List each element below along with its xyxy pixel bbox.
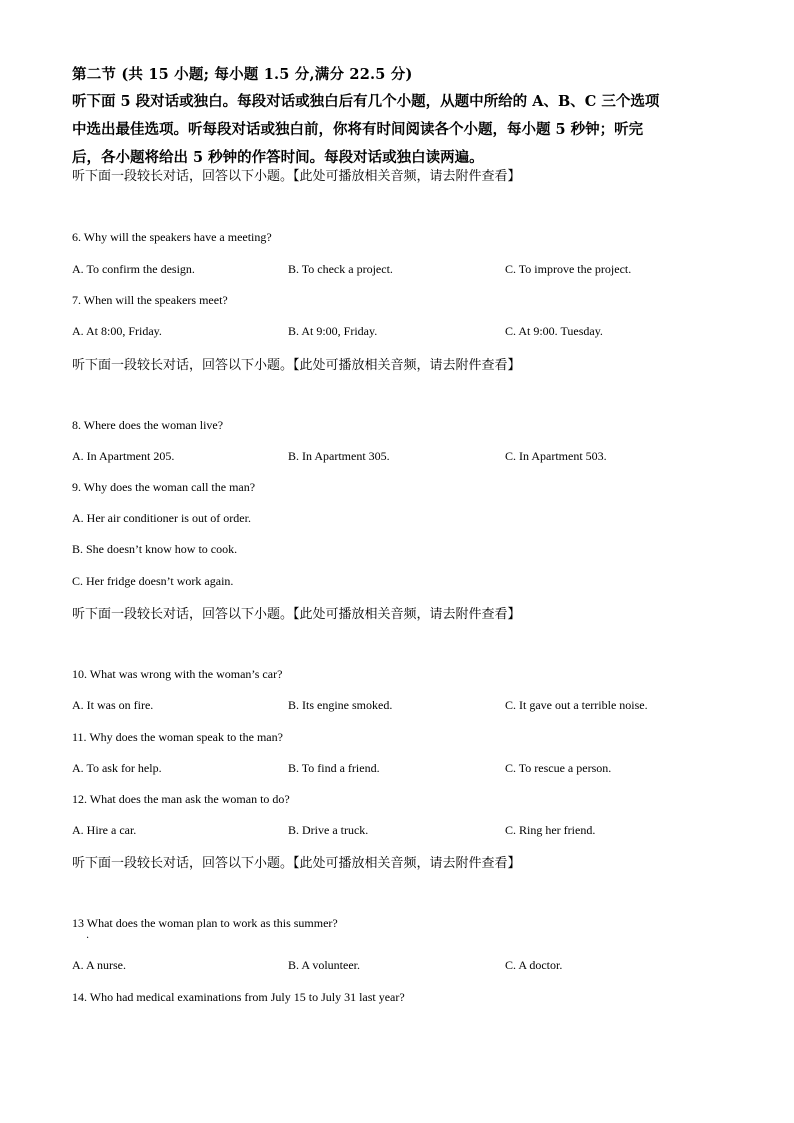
section-instructions <box>72 88 727 172</box>
instruction-line: 中选出最佳选项。听每段对话或独白前，你将有时间阅读各个小题，每小题 5 秒钟；听完 <box>72 121 644 138</box>
q10-option-a: A. It was on fire. <box>72 698 154 712</box>
section-title: 第二节 (共 15 小题; 每小题 1.5 分,满分 22.5 分) <box>72 66 413 83</box>
q9-option-c: C. Her fridge doesn’t work again. <box>72 574 234 588</box>
audio-note: 听下面一段较长对话，回答以下小题。【此处可播放相关音频，请去附件查看】 <box>72 358 521 373</box>
q12-option-c: C. Ring her friend. <box>505 823 596 837</box>
question-13: 13 What does the woman plan to work as this summer? <box>72 916 338 930</box>
q7-option-b: B. At 9:00, Friday. <box>288 324 378 338</box>
q12-option-b: B. Drive a truck. <box>288 823 369 837</box>
q9-option-b: B. She doesn’t know how to cook. <box>72 542 238 556</box>
question-7: 7. When will the speakers meet? <box>72 293 228 307</box>
q12-option-a: A. Hire a car. <box>72 823 137 837</box>
question-14: 14. Who had medical examinations from July 15 to July 31 last year? <box>72 990 405 1004</box>
audio-note: 听下面一段较长对话，回答以下小题。【此处可播放相关音频，请去附件查看】 <box>72 856 521 871</box>
question-6: 6. Why will the speakers have a meeting? <box>72 230 272 244</box>
q13-option-b: B. A volunteer. <box>288 958 360 972</box>
audio-note: 听下面一段较长对话，回答以下小题。【此处可播放相关音频，请去附件查看】 <box>72 169 521 184</box>
question-10: 10. What was wrong with the woman’s car? <box>72 667 283 681</box>
stray-mark: . <box>86 930 90 941</box>
question-9: 9. Why does the woman call the man? <box>72 480 256 494</box>
q11-option-b: B. To find a friend. <box>288 761 380 775</box>
instruction-line: 后，各小题将给出 5 秒钟的作答时间。每段对话或独白读两遍。 <box>72 149 484 166</box>
question-11: 11. Why does the woman speak to the man? <box>72 730 283 744</box>
q8-option-c: C. In Apartment 503. <box>505 449 607 463</box>
instruction-line: 听下面 5 段对话或独白。每段对话或独白后有几个小题，从题中所给的 A、B、C 三个选项 <box>72 93 660 110</box>
q11-option-a: A. To ask for help. <box>72 761 162 775</box>
q7-option-a: A. At 8:00, Friday. <box>72 324 162 338</box>
q13-option-a: A. A nurse. <box>72 958 126 972</box>
q13-option-c: C. A doctor. <box>505 958 563 972</box>
q6-option-b: B. To check a project. <box>288 262 393 276</box>
question-12: 12. What does the man ask the woman to do? <box>72 792 290 806</box>
q6-option-a: A. To confirm the design. <box>72 262 195 276</box>
audio-note: 听下面一段较长对话，回答以下小题。【此处可播放相关音频，请去附件查看】 <box>72 607 521 622</box>
q10-option-b: B. Its engine smoked. <box>288 698 393 712</box>
q7-option-c: C. At 9:00. Tuesday. <box>505 324 603 338</box>
q10-option-c: C. It gave out a terrible noise. <box>505 698 648 712</box>
q9-option-a: A. Her air conditioner is out of order. <box>72 511 251 525</box>
q6-option-c: C. To improve the project. <box>505 262 632 276</box>
q8-option-a: A. In Apartment 205. <box>72 449 175 463</box>
q11-option-c: C. To rescue a person. <box>505 761 612 775</box>
q8-option-b: B. In Apartment 305. <box>288 449 390 463</box>
question-8: 8. Where does the woman live? <box>72 418 224 432</box>
